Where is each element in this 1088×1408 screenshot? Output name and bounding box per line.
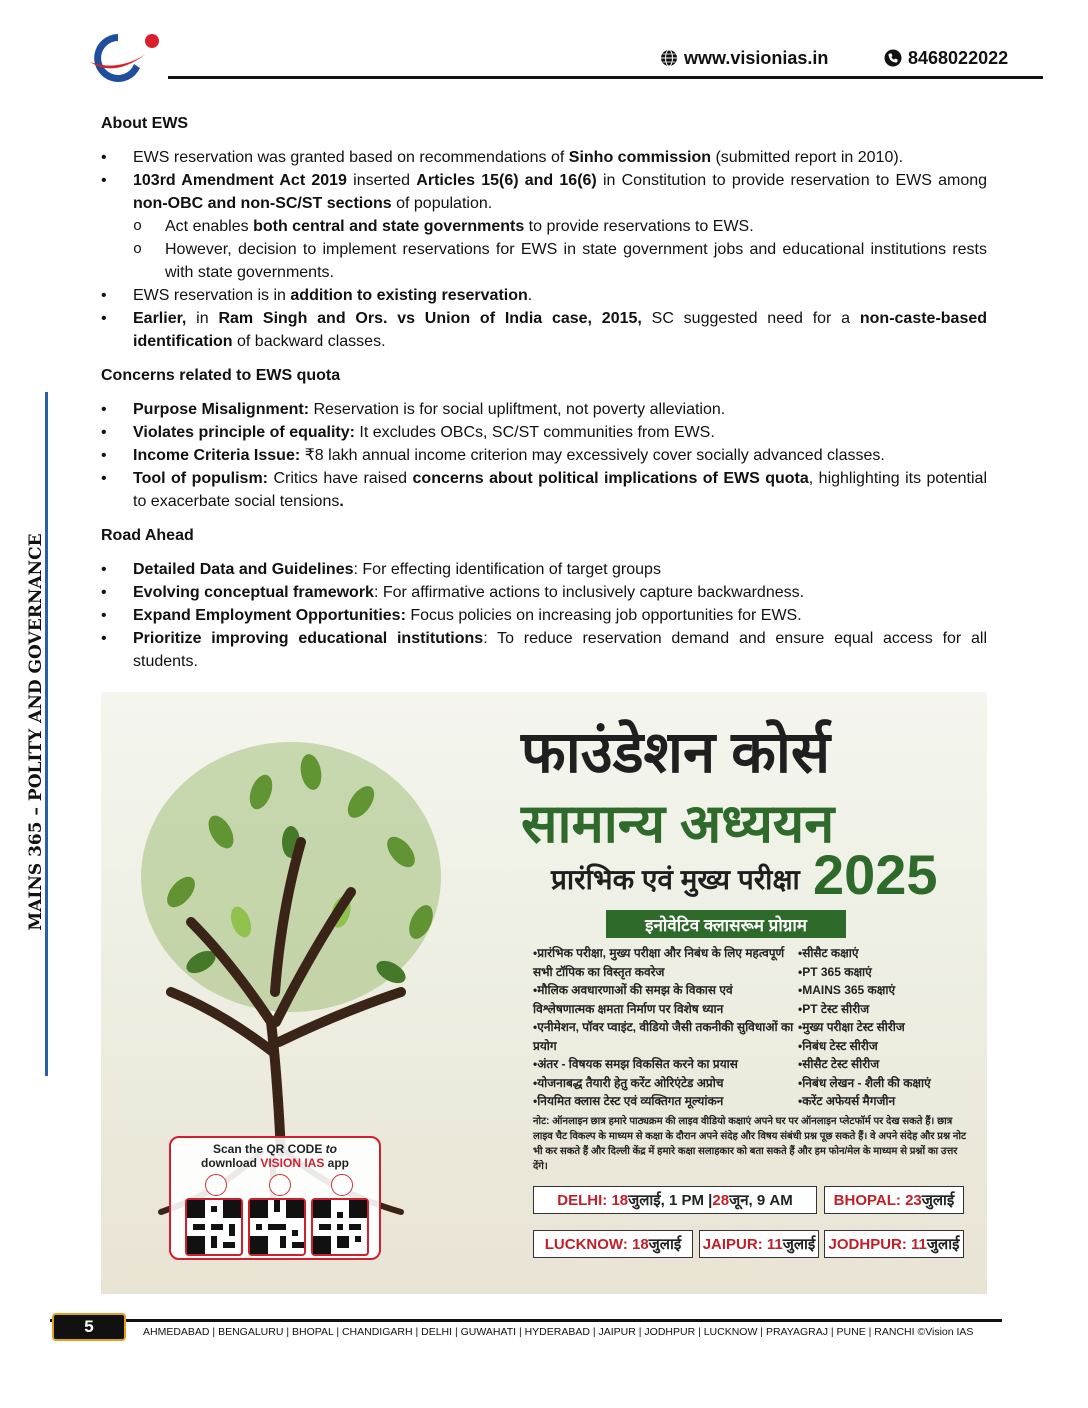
ad-offering-item: • निबंध लेखन - शैली की कक्षाएं [798,1074,978,1093]
qr-code-apple[interactable] [311,1198,369,1256]
delhi-batch[interactable]: DELHI: 18 जुलाई, 1 PM | 28 जून, 9 AM [533,1186,817,1214]
qr-code-android[interactable] [248,1198,306,1256]
list-item: • Tool of populism: Critics have raised concerns about political implications of EWS quota, highlighting its potential to exacerbate social tensions. [101,467,987,513]
ad-offering-item: • मुख्य परीक्षा टेस्ट सीरीज [798,1018,978,1037]
sub-list [133,215,987,284]
website-text: www.visionias.in [684,47,829,68]
road-ahead-list [101,558,987,673]
lucknow-batch[interactable]: LUCKNOW: 18 जुलाई [533,1230,693,1258]
ad-feature-item: • एनीमेशन, पॉवर प्वाइंट, वीडियो जैसी तकनीकी सुविधाओं का प्रयोग [533,1018,795,1055]
qr-download-box [169,1136,381,1260]
footer-rule [50,1319,1002,1322]
list-item: • 103rd Amendment Act 2019 inserted Articles 15(6) and 16(6) in Constitution to provide reservation to EWS among non-OBC and non-SC/ST sections of population. o Act enables both central and state governments to provide reservations to EWS. o However, decision to implement reservations for EWS in state government jobs and educational institutions rests with state governments. [101,169,987,284]
ad-offering-item: • PT 365 कक्षाएं [798,963,978,982]
road-ahead-heading: Road Ahead [101,527,194,544]
ad-offering-list [798,944,978,1111]
ad-feature-item: • योजनाबद्ध तैयारी हेतु करेंट ओरिएंटेड अप्रोच [533,1074,795,1093]
ad-offering-item: • करेंट अफेयर्स मैगजीन [798,1092,978,1111]
phone-icon [884,49,902,67]
list-item: • Earlier, in Ram Singh and Ors. vs Union of India case, 2015, SC suggested need for a non-caste-based identification of backward classes. [101,307,987,353]
sub-list-item: o However, decision to implement reservations for EWS in state government jobs and educational institutions rests with state governments. [133,238,987,284]
concerns-list [101,398,987,513]
ad-title-subject: सामान्य अध्ययन [521,794,835,854]
ad-feature-item: • मौलिक अवधारणाओं की समझ के विकास एवं विश्लेषणात्मक क्षमता निर्माण पर विशेष ध्यान [533,981,795,1018]
list-item: • Prioritize improving educational institutions: To reduce reservation demand and ensure equal access for all students. [101,627,987,673]
ad-year: 2025 [813,843,938,906]
list-item: • Violates principle of equality: It excludes OBCs, SC/ST communities from EWS. [101,421,987,444]
globe-icon [660,49,678,67]
list-item: • Detailed Data and Guidelines: For effecting identification of target groups [101,558,987,581]
bhopal-batch[interactable]: BHOPAL: 23 जुलाई [824,1186,964,1214]
side-section-title: MAINS 365 – POLITY AND GOVERNANCE [26,533,46,931]
ad-offering-item: • MAINS 365 कक्षाएं [798,981,978,1000]
qr-title: Scan the QR CODE to download VISION IAS app [200,1142,349,1170]
list-item: • Income Criteria Issue: ₹8 lakh annual income criterion may excessively cover socially advanced classes. [101,444,987,467]
header-rule [168,76,1043,79]
jodhpur-batch[interactable]: JODHPUR: 11 जुलाई [824,1230,964,1258]
website-contact[interactable] [660,46,828,70]
jaipur-batch[interactable]: JAIPUR: 11 जुलाई [699,1230,819,1258]
ad-program-banner: इनोवेटिव क्लासरूम प्रोग्राम [606,910,846,938]
main-content [101,112,987,673]
qr-code-telegram[interactable] [185,1198,243,1256]
ad-feature-list [533,944,795,1111]
ad-offering-item: • सीसैट कक्षाएं [798,944,978,963]
android-icon [269,1174,291,1196]
ad-feature-item: • नियमित क्लास टेस्ट एवं व्यक्तिगत मूल्यांकन [533,1092,795,1111]
ad-subtitle: प्रारंभिक एवं मुख्य परीक्षा [551,864,800,895]
list-item: • EWS reservation was granted based on recommendations of Sinho commission (submitted report in 2010). [101,146,987,169]
foundation-course-ad[interactable] [101,692,987,1294]
ad-feature-item: • अंतर - विषयक समझ विकसित करने का प्रयास [533,1055,795,1074]
vision-ias-logo [84,28,164,84]
phone-contact[interactable] [884,46,1008,70]
page-number: 5 [52,1313,126,1341]
list-item: • Purpose Misalignment: Reservation is for social upliftment, not poverty alleviation. [101,398,987,421]
about-ews-heading: About EWS [101,115,189,132]
ad-offering-item: • निबंध टेस्ट सीरीज [798,1037,978,1056]
apple-icon [331,1174,353,1196]
ad-title-course: फाउंडेशन कोर्स [521,720,831,785]
concerns-heading: Concerns related to EWS quota [101,367,341,384]
footer-cities: AHMEDABAD | BENGALURU | BHOPAL | CHANDIGARH | DELHI | GUWAHATI | HYDERABAD | JAIPUR | JODHPUR | LUCKNOW | PRAYAGRAJ | PUNE | RANCHI ©Vision IAS [143,1326,974,1338]
ad-offering-item: • सीसैट टेस्ट सीरीज [798,1055,978,1074]
sub-list-item: o Act enables both central and state governments to provide reservations to EWS. [133,215,987,238]
ad-offering-item: • PT टेस्ट सीरीज [798,1000,978,1019]
list-item: • Expand Employment Opportunities: Focus policies on increasing job opportunities for EWS. [101,604,987,627]
list-item: • EWS reservation is in addition to existing reservation. [101,284,987,307]
telegram-icon [205,1174,227,1196]
about-ews-list [101,146,987,353]
list-item: • Evolving conceptual framework: For affirmative actions to inclusively capture backwardness. [101,581,987,604]
phone-text: 8468022022 [908,47,1009,68]
ad-note: नोट: ऑनलाइन छात्र हमारे पाठ्यक्रम की लाइव वीडियो कक्षाएं अपने घर पर ऑनलाइन प्लेटफॉर्म पर देख सकते हैं। छात्र लाइव चैट विकल्प के माध्यम से कक्षा के दौरान अपने संदेह और विषय संबंधी प्रश्न पूछ सकते हैं। वे अपने संदेह और प्रश्न नोट भी कर सकते हैं और दिल्ली केंद्र में हमारे कक्षा सलाहकार को बता सकते हैं और हम फोन/मेल के माध्यम से प्रश्नों का उत्तर देंगे। [533,1116,967,1172]
ad-feature-item: • प्रारंभिक परीक्षा, मुख्य परीक्षा और निबंध के लिए महत्वपूर्ण सभी टॉपिक का विस्तृत कवरेज [533,944,795,981]
